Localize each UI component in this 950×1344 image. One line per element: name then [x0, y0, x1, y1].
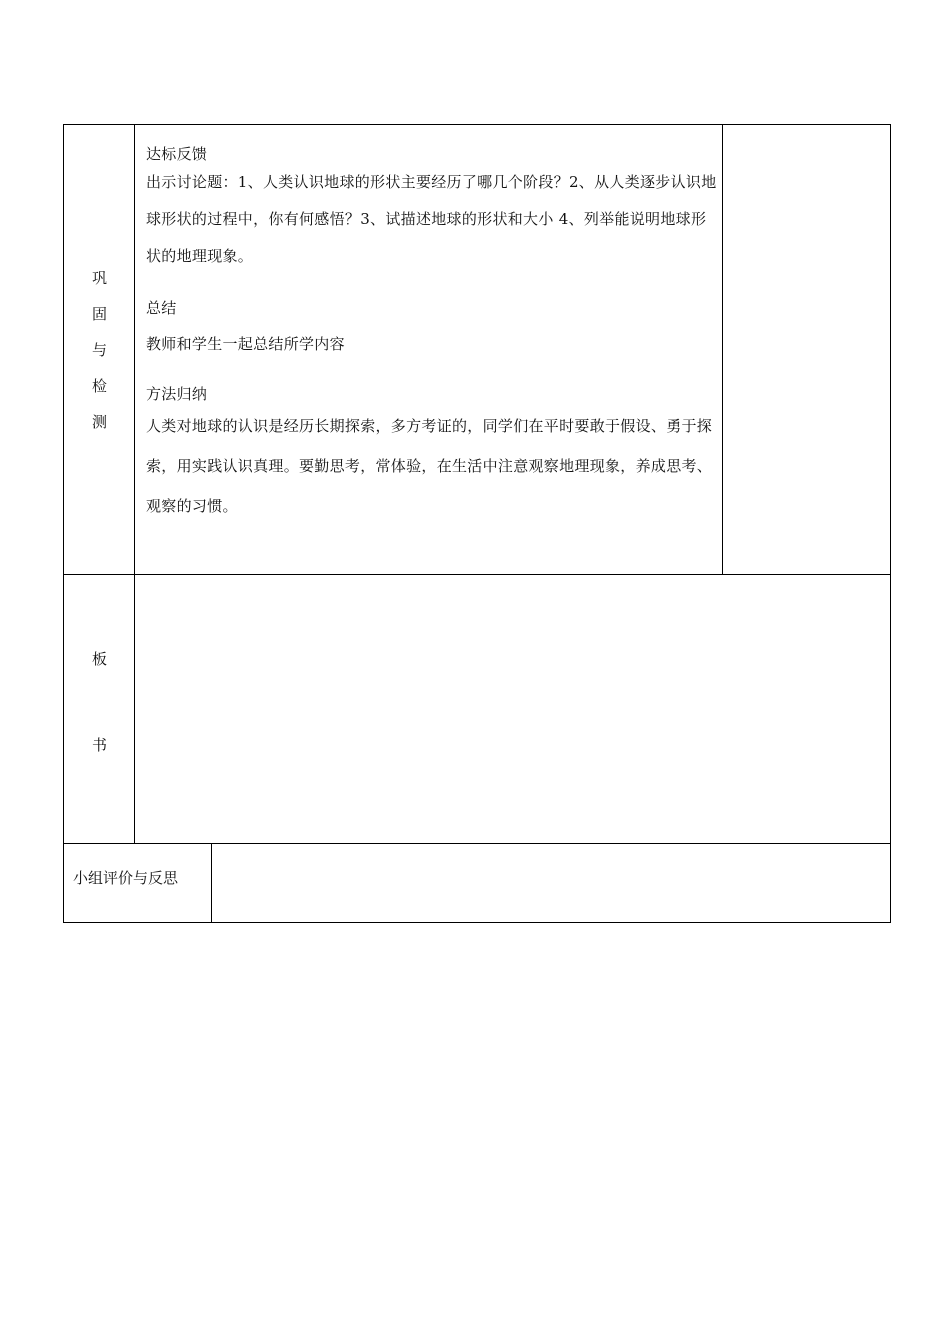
- method-heading: 方法归纳: [146, 385, 208, 403]
- summary-text: 教师和学生一起总结所学内容: [146, 335, 345, 353]
- evaluation-label: 小组评价与反思: [73, 869, 179, 887]
- consolidate-label-char: 检: [91, 377, 107, 395]
- feedback-text: 出示讨论题：1、人类认识地球的形状主要经历了哪几个阶段？2、从人类逐步认识地球形状的过程中，你有何感悟？3、试描述地球的形状和大小 4、列举能说明地球形状的地理现象。: [146, 173, 717, 265]
- consolidate-label-char: 测: [91, 413, 107, 431]
- consolidate-label-char: 固: [91, 305, 107, 323]
- board-label: [64, 647, 135, 757]
- summary-heading: 总结: [146, 299, 177, 317]
- board-label-char: 书: [91, 736, 107, 754]
- method-text: 人类对地球的认识是经历长期探索，多方考证的，同学们在平时要敢于假设、勇于探索，用实践认识真理。要勤思考，常体验，在生活中注意观察地理现象，养成思考、观察的习惯。: [146, 417, 713, 515]
- table-border-left: [63, 124, 64, 923]
- consolidate-label: [64, 260, 135, 440]
- table-border-top: [63, 124, 891, 125]
- notes-column-divider: [722, 124, 723, 575]
- consolidate-label-char: 与: [91, 341, 107, 359]
- consolidate-label-char: 巩: [91, 269, 107, 287]
- evaluation-column-divider: [211, 843, 212, 923]
- table-border-bottom: [63, 922, 891, 923]
- feedback-heading: 达标反馈: [146, 145, 208, 163]
- board-label-char: 板: [91, 650, 107, 668]
- table-border-right: [890, 124, 891, 923]
- row-divider-1: [63, 574, 891, 575]
- consolidate-content: [146, 136, 718, 526]
- row-divider-2: [63, 843, 891, 844]
